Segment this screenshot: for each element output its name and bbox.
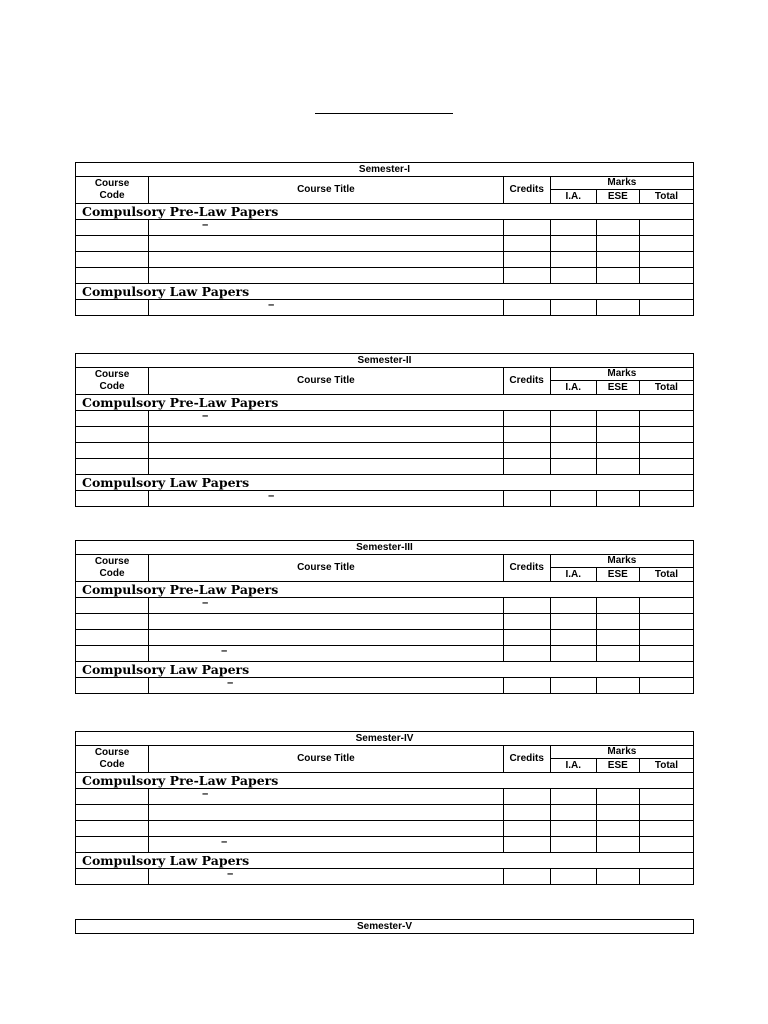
ese-header: ESE xyxy=(596,568,639,582)
course-code-cell xyxy=(76,630,149,646)
total-header: Total xyxy=(639,568,693,582)
course-code-cell xyxy=(76,598,149,614)
table-row xyxy=(76,646,694,662)
credits-cell xyxy=(503,427,550,443)
semester-name: Semester-III xyxy=(76,541,694,555)
ia-cell xyxy=(550,411,596,427)
ia-cell xyxy=(550,268,596,284)
section-heading: Compulsory Pre-Law Papers xyxy=(76,582,694,598)
course-code-cell xyxy=(76,789,149,805)
course-code-cell xyxy=(76,459,149,475)
credits-cell xyxy=(503,837,550,853)
ia-cell xyxy=(550,300,596,316)
course-title-cell xyxy=(149,821,504,837)
marks-header: Marks xyxy=(550,177,693,190)
course-code-cell xyxy=(76,252,149,268)
ia-cell xyxy=(550,805,596,821)
total-header: Total xyxy=(639,759,693,773)
total-cell xyxy=(639,678,693,694)
course-code-cell xyxy=(76,821,149,837)
table-row xyxy=(76,837,694,853)
total-cell xyxy=(639,411,693,427)
dash-mark: – xyxy=(202,597,209,609)
section-heading: Compulsory Law Papers xyxy=(76,284,694,300)
course-code-header: Course Code xyxy=(76,746,149,773)
ia-cell xyxy=(550,220,596,236)
marks-header: Marks xyxy=(550,746,693,759)
course-title-cell xyxy=(149,220,504,236)
total-cell xyxy=(639,869,693,885)
course-code-cell xyxy=(76,411,149,427)
credits-cell xyxy=(503,630,550,646)
course-code-cell xyxy=(76,614,149,630)
course-title-cell xyxy=(149,427,504,443)
ia-header: I.A. xyxy=(550,759,596,773)
credits-header: Credits xyxy=(503,746,550,773)
ese-cell xyxy=(596,411,639,427)
semester-table xyxy=(75,731,694,885)
course-title-header: Course Title xyxy=(149,368,504,395)
table-row xyxy=(76,805,694,821)
ia-cell xyxy=(550,869,596,885)
total-cell xyxy=(639,805,693,821)
course-code-cell xyxy=(76,220,149,236)
section-heading: Compulsory Law Papers xyxy=(76,475,694,491)
credits-header: Credits xyxy=(503,368,550,395)
ia-cell xyxy=(550,837,596,853)
credits-cell xyxy=(503,459,550,475)
dash-mark: – xyxy=(268,490,275,502)
course-code-cell xyxy=(76,678,149,694)
dash-mark: – xyxy=(202,410,209,422)
course-title-cell xyxy=(149,678,504,694)
ia-cell xyxy=(550,678,596,694)
ese-cell xyxy=(596,268,639,284)
ese-cell xyxy=(596,252,639,268)
total-cell xyxy=(639,789,693,805)
semester-name: Semester-IV xyxy=(76,732,694,746)
ese-cell xyxy=(596,789,639,805)
ia-cell xyxy=(550,252,596,268)
table-row xyxy=(76,614,694,630)
table-row xyxy=(76,598,694,614)
course-code-cell xyxy=(76,837,149,853)
total-cell xyxy=(639,821,693,837)
semester-name: Semester-I xyxy=(76,163,694,177)
credits-cell xyxy=(503,646,550,662)
ese-cell xyxy=(596,236,639,252)
ia-cell xyxy=(550,459,596,475)
ese-header: ESE xyxy=(596,190,639,204)
table-row xyxy=(76,252,694,268)
total-cell xyxy=(639,630,693,646)
semester-name: Semester-V xyxy=(76,920,694,934)
semester-table xyxy=(75,162,694,316)
ese-cell xyxy=(596,869,639,885)
total-cell xyxy=(639,443,693,459)
credits-cell xyxy=(503,805,550,821)
ese-cell xyxy=(596,821,639,837)
ia-cell xyxy=(550,427,596,443)
table-row xyxy=(76,678,694,694)
credits-cell xyxy=(503,220,550,236)
course-title-cell xyxy=(149,805,504,821)
credits-cell xyxy=(503,789,550,805)
course-title-cell xyxy=(149,646,504,662)
ese-header: ESE xyxy=(596,381,639,395)
credits-cell xyxy=(503,678,550,694)
title-underline xyxy=(315,113,453,114)
credits-cell xyxy=(503,268,550,284)
ese-cell xyxy=(596,678,639,694)
total-cell xyxy=(639,598,693,614)
ia-cell xyxy=(550,598,596,614)
course-code-header: Course Code xyxy=(76,368,149,395)
ese-cell xyxy=(596,598,639,614)
ia-cell xyxy=(550,789,596,805)
total-header: Total xyxy=(639,190,693,204)
dash-mark: – xyxy=(202,219,209,231)
ese-cell xyxy=(596,427,639,443)
course-code-cell xyxy=(76,491,149,507)
total-header: Total xyxy=(639,381,693,395)
ese-cell xyxy=(596,630,639,646)
ia-cell xyxy=(550,646,596,662)
ia-cell xyxy=(550,236,596,252)
course-code-cell xyxy=(76,236,149,252)
table-row xyxy=(76,821,694,837)
ese-cell xyxy=(596,491,639,507)
total-cell xyxy=(639,646,693,662)
semester-name: Semester-II xyxy=(76,354,694,368)
course-title-cell xyxy=(149,443,504,459)
dash-mark: – xyxy=(221,645,228,657)
table-row xyxy=(76,411,694,427)
total-cell xyxy=(639,614,693,630)
course-code-cell xyxy=(76,805,149,821)
table-row xyxy=(76,220,694,236)
table-row xyxy=(76,869,694,885)
course-title-cell xyxy=(149,300,504,316)
credits-cell xyxy=(503,300,550,316)
ese-cell xyxy=(596,614,639,630)
table-row xyxy=(76,491,694,507)
course-title-header: Course Title xyxy=(149,555,504,582)
credits-cell xyxy=(503,821,550,837)
course-title-cell xyxy=(149,598,504,614)
ese-header: ESE xyxy=(596,759,639,773)
course-title-cell xyxy=(149,789,504,805)
course-code-cell xyxy=(76,427,149,443)
ese-cell xyxy=(596,805,639,821)
section-heading: Compulsory Law Papers xyxy=(76,662,694,678)
table-row xyxy=(76,630,694,646)
credits-header: Credits xyxy=(503,177,550,204)
ese-cell xyxy=(596,300,639,316)
credits-cell xyxy=(503,491,550,507)
semester-table xyxy=(75,540,694,694)
course-title-cell xyxy=(149,252,504,268)
ese-cell xyxy=(596,220,639,236)
credits-cell xyxy=(503,598,550,614)
total-cell xyxy=(639,459,693,475)
table-row xyxy=(76,789,694,805)
course-title-cell xyxy=(149,614,504,630)
course-title-cell xyxy=(149,459,504,475)
course-title-cell xyxy=(149,869,504,885)
table-row xyxy=(76,300,694,316)
ia-header: I.A. xyxy=(550,381,596,395)
ese-cell xyxy=(596,646,639,662)
section-heading: Compulsory Pre-Law Papers xyxy=(76,395,694,411)
total-cell xyxy=(639,300,693,316)
total-cell xyxy=(639,252,693,268)
dash-mark: – xyxy=(202,788,209,800)
course-code-header: Course Code xyxy=(76,555,149,582)
course-title-header: Course Title xyxy=(149,177,504,204)
course-title-cell xyxy=(149,491,504,507)
total-cell xyxy=(639,268,693,284)
course-code-cell xyxy=(76,646,149,662)
semester-table xyxy=(75,353,694,507)
credits-cell xyxy=(503,869,550,885)
ia-cell xyxy=(550,614,596,630)
ia-header: I.A. xyxy=(550,568,596,582)
dash-mark: – xyxy=(221,836,228,848)
course-code-cell xyxy=(76,268,149,284)
ia-cell xyxy=(550,443,596,459)
table-row xyxy=(76,268,694,284)
course-code-header: Course Code xyxy=(76,177,149,204)
ese-cell xyxy=(596,443,639,459)
marks-header: Marks xyxy=(550,368,693,381)
credits-cell xyxy=(503,252,550,268)
ese-cell xyxy=(596,459,639,475)
credits-cell xyxy=(503,236,550,252)
course-title-cell xyxy=(149,268,504,284)
total-cell xyxy=(639,236,693,252)
course-code-cell xyxy=(76,300,149,316)
ia-header: I.A. xyxy=(550,190,596,204)
total-cell xyxy=(639,837,693,853)
ia-cell xyxy=(550,491,596,507)
course-code-cell xyxy=(76,443,149,459)
course-title-cell xyxy=(149,630,504,646)
dash-mark: – xyxy=(268,299,275,311)
credits-header: Credits xyxy=(503,555,550,582)
table-row xyxy=(76,459,694,475)
total-cell xyxy=(639,220,693,236)
ese-cell xyxy=(596,837,639,853)
course-title-cell xyxy=(149,837,504,853)
total-cell xyxy=(639,427,693,443)
dash-mark: – xyxy=(227,868,234,880)
course-code-cell xyxy=(76,869,149,885)
section-heading: Compulsory Law Papers xyxy=(76,853,694,869)
course-title-cell xyxy=(149,411,504,427)
table-row xyxy=(76,443,694,459)
semester-table xyxy=(75,919,694,934)
section-heading: Compulsory Pre-Law Papers xyxy=(76,773,694,789)
credits-cell xyxy=(503,443,550,459)
table-row xyxy=(76,236,694,252)
section-heading: Compulsory Pre-Law Papers xyxy=(76,204,694,220)
marks-header: Marks xyxy=(550,555,693,568)
credits-cell xyxy=(503,614,550,630)
course-title-header: Course Title xyxy=(149,746,504,773)
dash-mark: – xyxy=(227,677,234,689)
credits-cell xyxy=(503,411,550,427)
table-row xyxy=(76,427,694,443)
ia-cell xyxy=(550,630,596,646)
ia-cell xyxy=(550,821,596,837)
total-cell xyxy=(639,491,693,507)
course-title-cell xyxy=(149,236,504,252)
